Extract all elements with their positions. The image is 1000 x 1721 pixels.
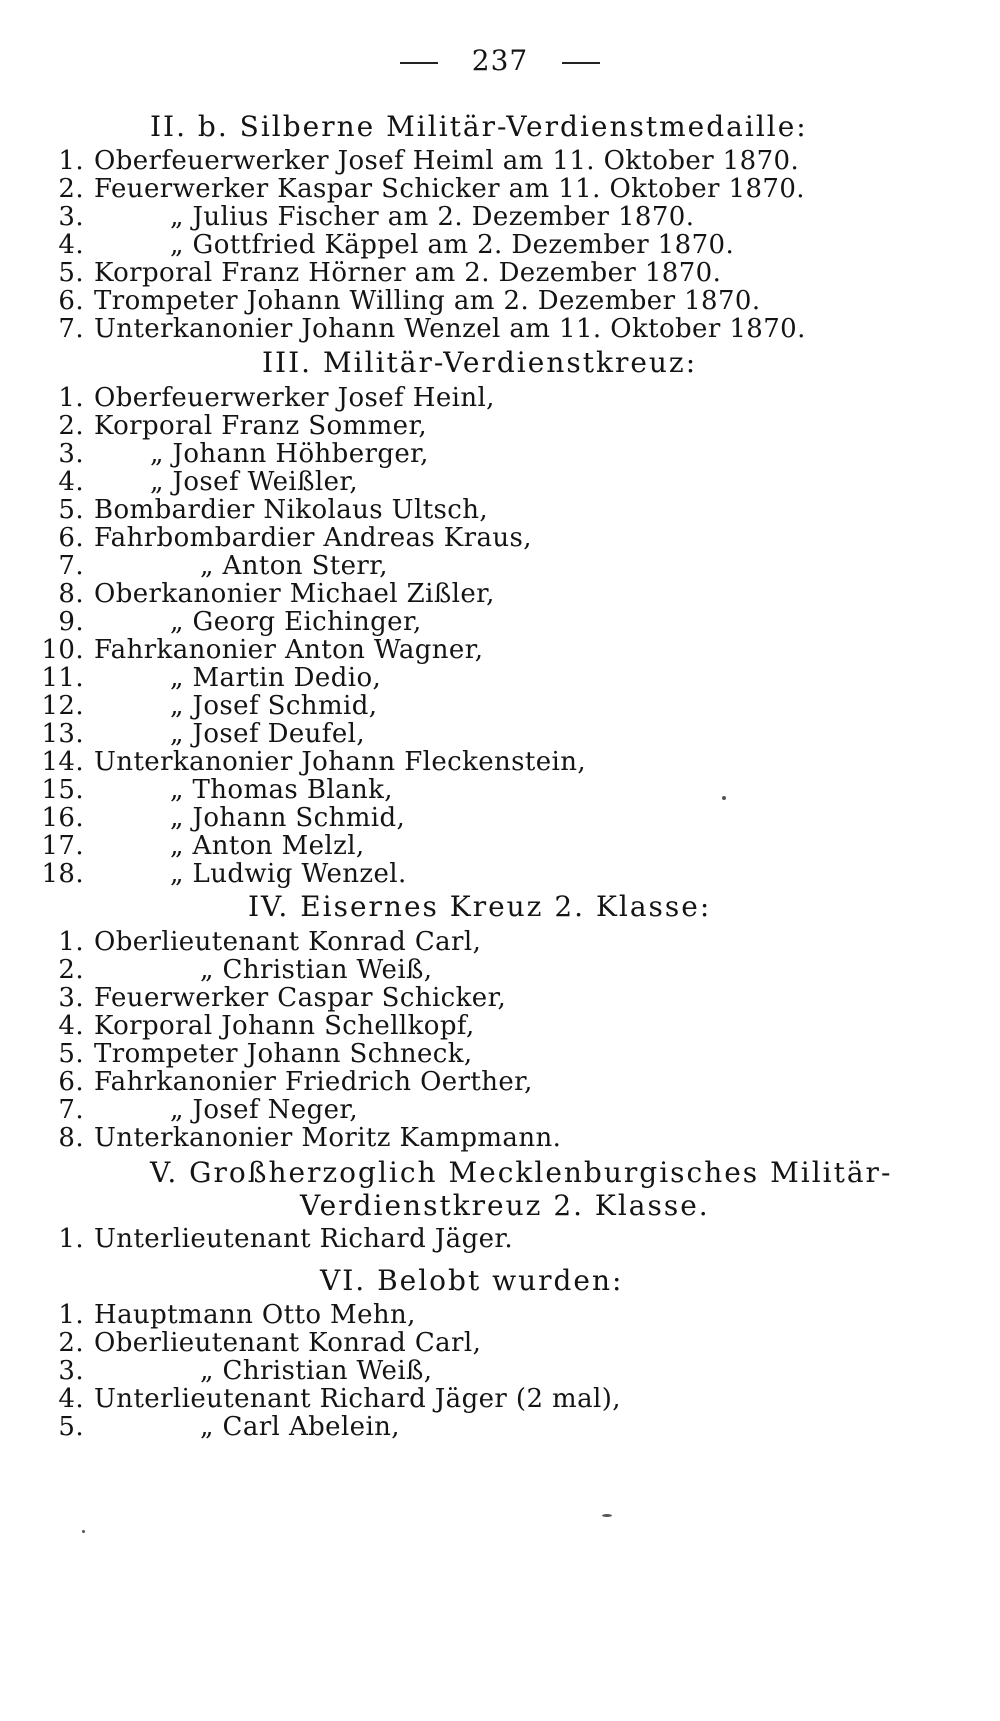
item-text: Bombardier Nikolaus Ultsch, xyxy=(94,495,489,525)
scan-speck xyxy=(82,1530,85,1533)
item-number: 15. xyxy=(41,775,84,805)
item-number: 5. xyxy=(58,258,84,288)
item-text: „ Josef Neger, xyxy=(170,1095,359,1125)
item-number: 14. xyxy=(41,747,84,777)
section-heading-cross: III. Militär-Verdienstkreuz: xyxy=(262,346,698,379)
item-number: 4. xyxy=(58,1011,84,1041)
item-number: 3. xyxy=(58,1356,84,1386)
item-text: Korporal Franz Hörner am 2. Dezember 1870. xyxy=(94,258,722,288)
item-number: 7. xyxy=(58,551,84,581)
page-number xyxy=(0,44,1000,77)
item-number: 13. xyxy=(41,719,84,749)
item-number: 7. xyxy=(58,314,84,344)
item-number: 5. xyxy=(58,1412,84,1442)
item-text: Hauptmann Otto Mehn, xyxy=(94,1300,416,1330)
page-number-text: 237 xyxy=(471,44,529,77)
item-number: 8. xyxy=(58,579,84,609)
item-number: 10. xyxy=(41,635,84,665)
item-number: 1. xyxy=(58,383,84,413)
item-number: 4. xyxy=(58,467,84,497)
item-text: „ Josef Deufel, xyxy=(170,719,365,749)
item-number: 4. xyxy=(58,230,84,260)
item-text: Trompeter Johann Schneck, xyxy=(94,1039,473,1069)
scan-speck xyxy=(602,1514,612,1517)
item-number: 2. xyxy=(58,955,84,985)
section-heading-mecklenburg: V. Großherzoglich Mecklenburgisches Militär- xyxy=(150,1156,893,1189)
item-text: Unterkanonier Johann Wenzel am 11. Oktober 1870. xyxy=(94,314,806,344)
item-text: „ Thomas Blank, xyxy=(170,775,393,805)
item-text: „ Carl Abelein, xyxy=(200,1412,400,1442)
item-text: Fahrkanonier Anton Wagner, xyxy=(94,635,484,665)
item-text: Fahrkanonier Friedrich Oerther, xyxy=(94,1067,533,1097)
scan-speck xyxy=(722,796,726,800)
item-number: 1. xyxy=(58,1224,84,1254)
item-text: Feuerwerker Kaspar Schicker am 11. Oktober 1870. xyxy=(94,174,805,204)
item-number: 5. xyxy=(58,495,84,525)
item-text: Oberfeuerwerker Josef Heinl, xyxy=(94,383,495,413)
section-heading-mecklenburg-line2: Verdienstkreuz 2. Klasse. xyxy=(300,1189,710,1222)
item-text: Feuerwerker Caspar Schicker, xyxy=(94,983,507,1013)
item-text: „ Christian Weiß, xyxy=(200,955,433,985)
item-number: 3. xyxy=(58,439,84,469)
item-number: 5. xyxy=(58,1039,84,1069)
item-text: Fahrbombardier Andreas Kraus, xyxy=(94,523,532,553)
section-heading-commended: VI. Belobt wurden: xyxy=(320,1264,624,1297)
item-text: „ Anton Sterr, xyxy=(200,551,388,581)
item-number: 9. xyxy=(58,607,84,637)
item-number: 3. xyxy=(58,202,84,232)
item-number: 11. xyxy=(41,663,84,693)
dash-right xyxy=(562,62,600,64)
item-text: Unterkanonier Johann Fleckenstein, xyxy=(94,747,587,777)
item-text: „ Anton Melzl, xyxy=(170,831,365,861)
item-text: Oberfeuerwerker Josef Heiml am 11. Oktober 1870. xyxy=(94,146,800,176)
item-text: „ Julius Fischer am 2. Dezember 1870. xyxy=(170,202,695,232)
item-number: 3. xyxy=(58,983,84,1013)
item-number: 1. xyxy=(58,146,84,176)
item-text: „ Josef Weißler, xyxy=(150,467,359,497)
item-number: 8. xyxy=(58,1123,84,1153)
item-text: „ Josef Schmid, xyxy=(170,691,378,721)
item-number: 16. xyxy=(41,803,84,833)
section-heading-medal: II. b. Silberne Militär-Verdienstmedaille: xyxy=(150,110,808,143)
item-number: 4. xyxy=(58,1384,84,1414)
item-number: 2. xyxy=(58,411,84,441)
item-text: „ Gottfried Käppel am 2. Dezember 1870. xyxy=(170,230,735,260)
item-text: Korporal Johann Schellkopf, xyxy=(94,1011,475,1041)
item-number: 6. xyxy=(58,286,84,316)
dash-left xyxy=(400,62,438,64)
item-number: 2. xyxy=(58,1328,84,1358)
item-text: Korporal Franz Sommer, xyxy=(94,411,428,441)
item-text: „ Christian Weiß, xyxy=(200,1356,433,1386)
item-number: 1. xyxy=(58,1300,84,1330)
item-text: Unterkanonier Moritz Kampmann. xyxy=(94,1123,562,1153)
section-heading-iron-cross: IV. Eisernes Kreuz 2. Klasse: xyxy=(248,890,712,923)
item-text: Trompeter Johann Willing am 2. Dezember 1870. xyxy=(94,286,761,316)
item-number: 2. xyxy=(58,174,84,204)
item-text: Oberlieutenant Konrad Carl, xyxy=(94,1328,482,1358)
item-text: „ Johann Höhberger, xyxy=(150,439,429,469)
item-number: 1. xyxy=(58,927,84,957)
item-number: 17. xyxy=(41,831,84,861)
item-text: „ Johann Schmid, xyxy=(170,803,406,833)
item-text: Oberkanonier Michael Zißler, xyxy=(94,579,495,609)
item-text: „ Ludwig Wenzel. xyxy=(170,859,407,889)
item-number: 7. xyxy=(58,1095,84,1125)
item-text: „ Martin Dedio, xyxy=(170,663,382,693)
item-number: 12. xyxy=(41,691,84,721)
item-text: Oberlieutenant Konrad Carl, xyxy=(94,927,482,957)
item-number: 6. xyxy=(58,523,84,553)
item-number: 18. xyxy=(41,859,84,889)
item-number: 6. xyxy=(58,1067,84,1097)
item-text: Unterlieutenant Richard Jäger. xyxy=(94,1224,514,1254)
item-text: „ Georg Eichinger, xyxy=(170,607,422,637)
item-text: Unterlieutenant Richard Jäger (2 mal), xyxy=(94,1384,621,1414)
